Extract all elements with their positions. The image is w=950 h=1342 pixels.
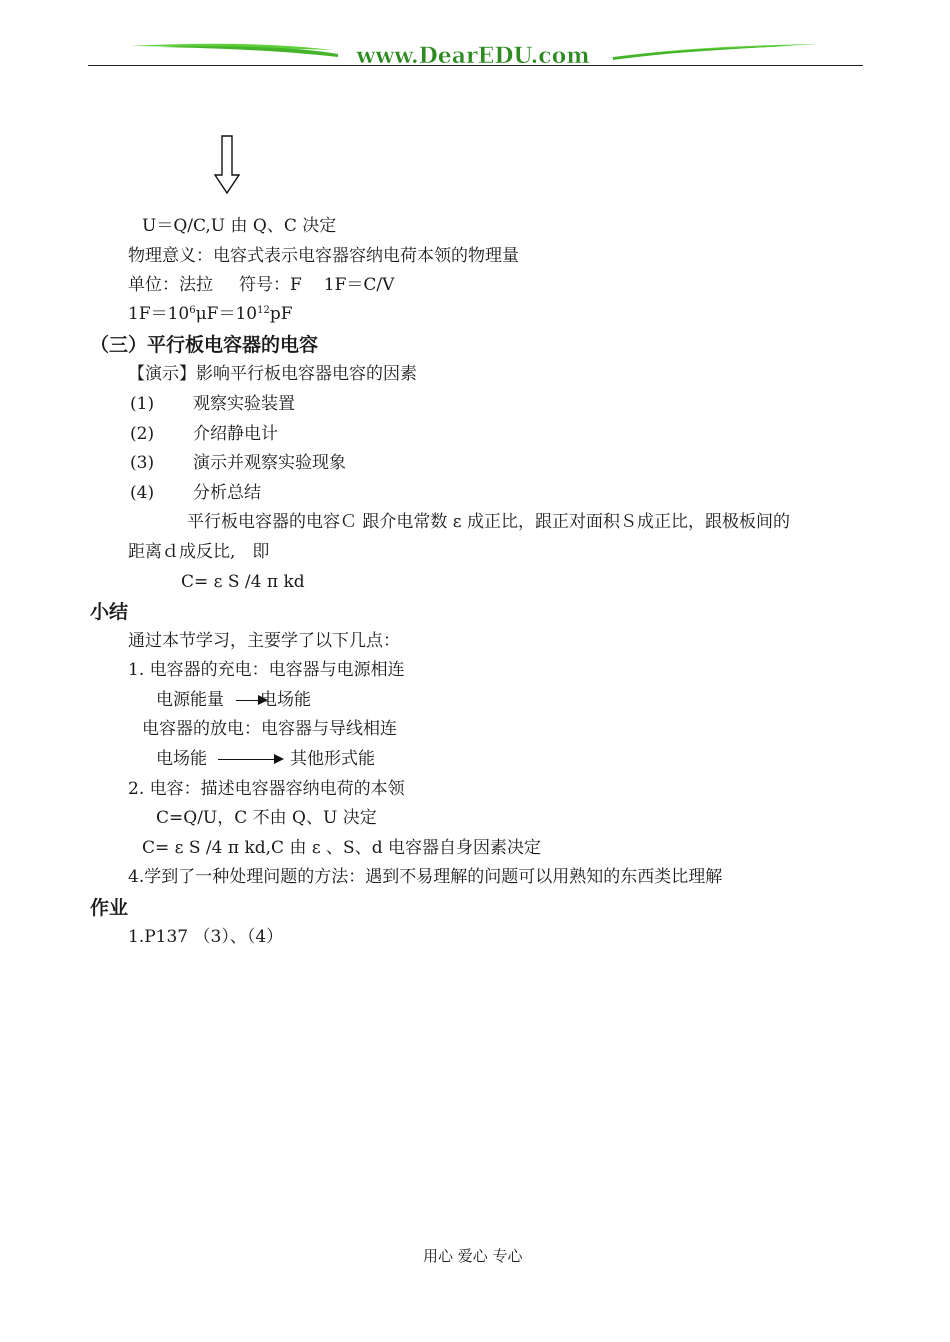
homework-heading: 作业 bbox=[90, 897, 129, 919]
step-number: (3) bbox=[130, 453, 155, 473]
step-text: 分析总结 bbox=[193, 483, 261, 503]
paragraph-line: 平行板电容器的电容Ｃ 跟介电常数 ε 成正比，跟正对面积Ｓ成正比，跟极板间的 bbox=[187, 512, 791, 532]
summary-point: 2. 电容：描述电容器容纳电荷的本领 bbox=[128, 779, 405, 799]
arrow-right-icon bbox=[274, 754, 284, 764]
summary-formula: C= ε S /4 π kd,C 由 ε 、S、d 电容器自身因素决定 bbox=[142, 838, 541, 858]
step-number: (2) bbox=[130, 424, 155, 444]
unit-conversion: $1F=10^6\mu F=10^{12}pF$ bbox=[128, 304, 293, 324]
step-number: (4) bbox=[130, 483, 155, 503]
paragraph-line: 距离ｄ成反比, 即 bbox=[128, 542, 270, 562]
down-arrow-icon bbox=[214, 135, 240, 195]
demo-title: 【演示】影响平行板电容器电容的因素 bbox=[128, 364, 417, 384]
summary-formula: C=Q/U，C 不由 Q、U 决定 bbox=[156, 808, 377, 828]
arrow-line bbox=[236, 700, 260, 701]
homework-item: 1.P137 （3）、（4） bbox=[128, 927, 284, 947]
step-text: 观察实验装置 bbox=[193, 394, 295, 414]
step-text: 介绍静电计 bbox=[193, 424, 278, 444]
energy-source-label: 电源能量 bbox=[156, 690, 224, 710]
section-heading: （三）平行板电容器的电容 bbox=[90, 334, 319, 356]
step-text: 演示并观察实验现象 bbox=[193, 453, 346, 473]
energy-target-label: 电场能 bbox=[260, 690, 311, 710]
summary-point: 4.学到了一种处理问题的方法：遇到不易理解的问题可以用熟知的东西类比理解 bbox=[128, 867, 723, 887]
energy-target-label: 其他形式能 bbox=[290, 749, 375, 769]
energy-source-label: 电场能 bbox=[156, 749, 207, 769]
formula: C= ε S /4 π kd bbox=[181, 572, 305, 592]
text-line bbox=[128, 277, 394, 294]
site-name: www.DearEDU.com bbox=[356, 43, 590, 68]
symbol-label: 符号：F bbox=[239, 275, 302, 295]
arrow-line bbox=[218, 759, 276, 760]
header-rule bbox=[88, 65, 863, 66]
text-line: 物理意义：电容式表示电容器容纳电荷本领的物理量 bbox=[128, 246, 519, 266]
summary-point: 1. 电容器的充电：电容器与电源相连 bbox=[128, 660, 405, 680]
page-footer: 用心 爱心 专心 bbox=[423, 1247, 523, 1265]
unit-definition: 1F＝C/V bbox=[323, 275, 395, 295]
step-number: (1) bbox=[130, 394, 155, 414]
summary-heading: 小结 bbox=[90, 601, 129, 623]
summary-intro: 通过本节学习，主要学了以下几点： bbox=[128, 631, 400, 651]
summary-point: 电容器的放电：电容器与导线相连 bbox=[142, 719, 397, 739]
text-line: U＝Q/C,U 由 Q、C 决定 bbox=[142, 216, 337, 236]
unit-label: 单位：法拉 bbox=[128, 275, 213, 295]
site-logo bbox=[128, 38, 820, 68]
